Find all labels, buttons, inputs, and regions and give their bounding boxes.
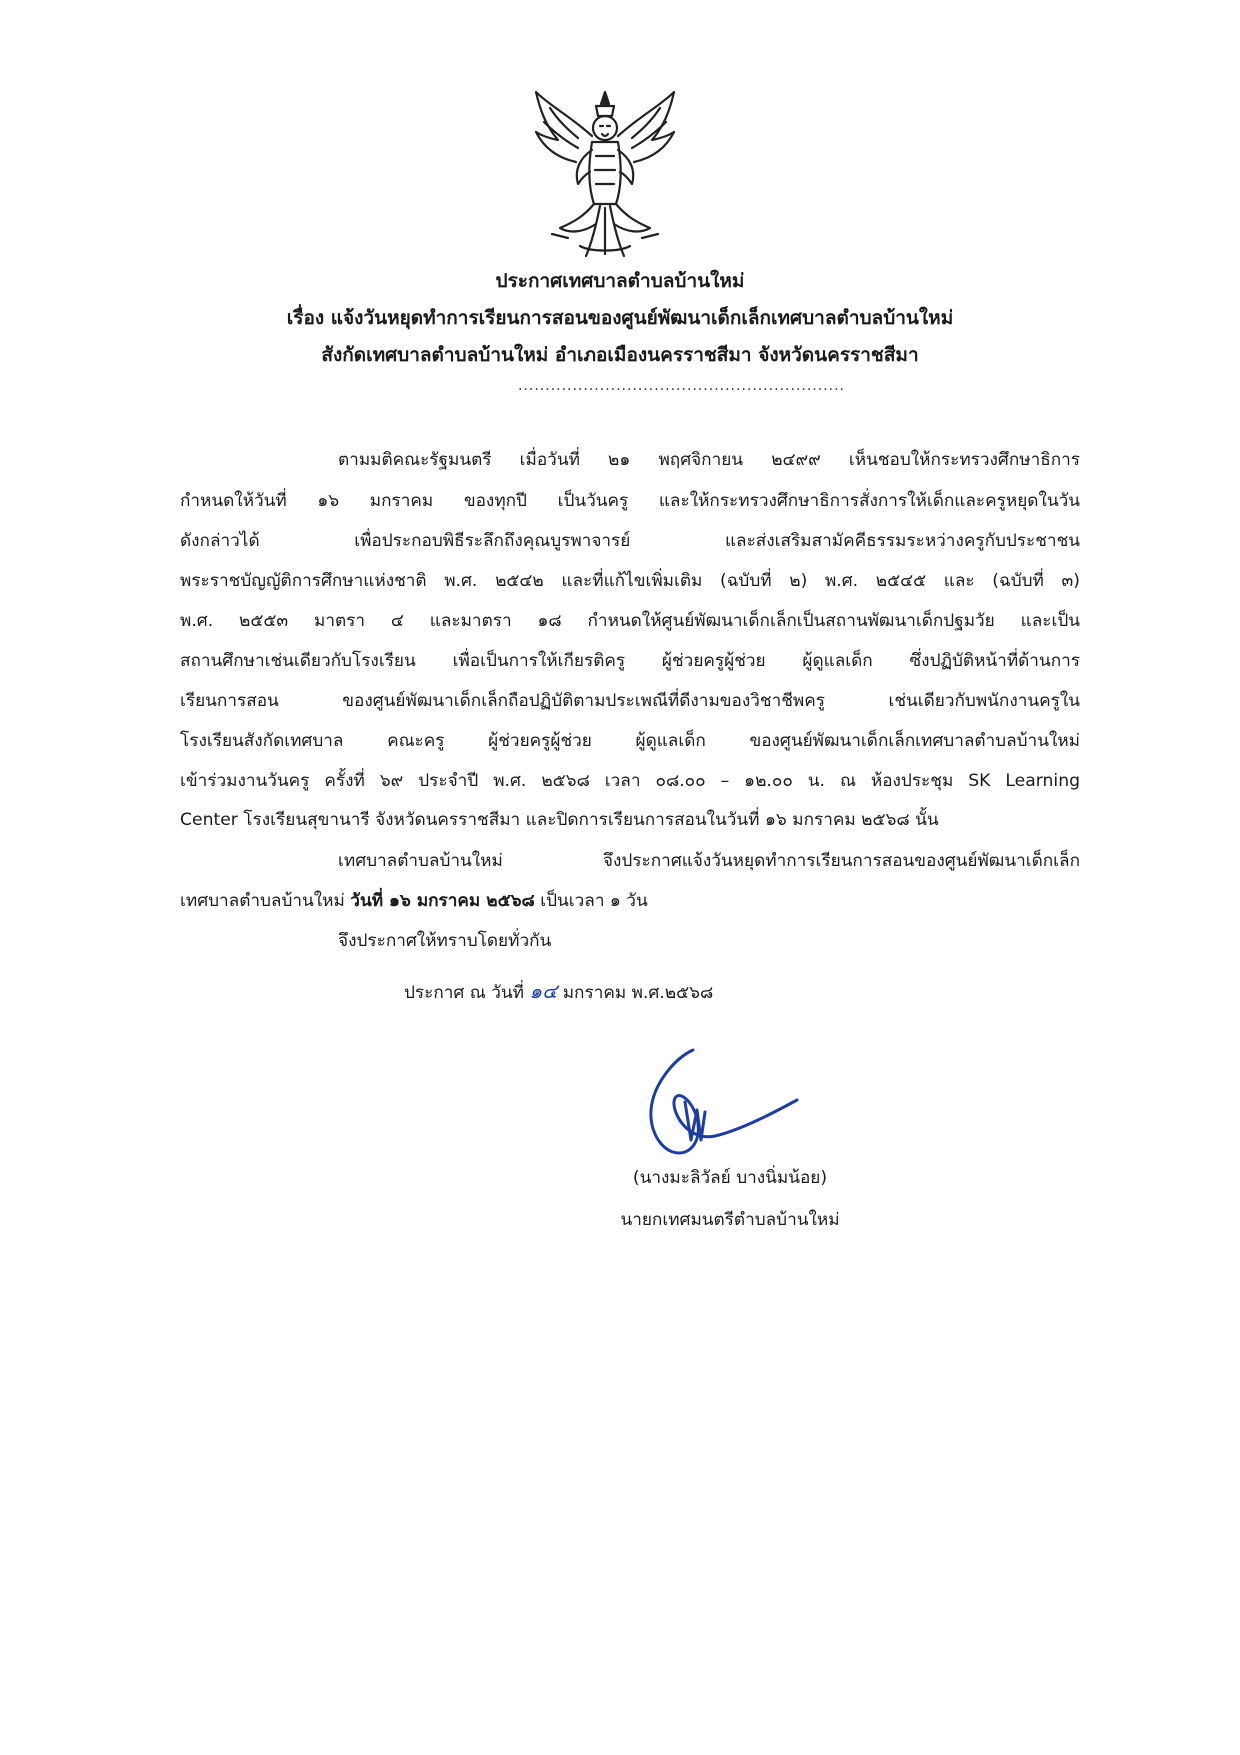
paragraph-line: ตามมติคณะรัฐมนตรี เมื่อวันที่ ๒๑ พฤศจิกายน ๒๔๙๙ เห็นชอบให้กระทรวงศึกษาธิการ <box>338 450 1080 470</box>
signatory-position: นายกเทศมนตรีตำบลบ้านใหม่ <box>620 1210 840 1230</box>
announcement-title: ประกาศเทศบาลตำบลบ้านใหม่ <box>495 270 745 292</box>
announcement-affiliation: สังกัดเทศบาลตำบลบ้านใหม่ อำเภอเมืองนครราชสีมา จังหวัดนครราชสีมา <box>321 344 919 366</box>
paragraph-line: เรียนการสอน ของศูนย์พัฒนาเด็กเล็กถือปฏิบัติตามประเพณีที่ดีงามของวิชาชีพครู เช่นเดียวกับพนักงานครูใน <box>180 691 1080 711</box>
paragraph-3: จึงประกาศให้ทราบโดยทั่วกัน <box>338 931 552 951</box>
garuda-emblem-icon <box>530 86 680 262</box>
announcement-date <box>404 977 824 1007</box>
announcement-subject: เรื่อง แจ้งวันหยุดทำการเรียนการสอนของศูนย์พัฒนาเด็กเล็กเทศบาลตำบลบ้านใหม่ <box>286 307 954 329</box>
signature-image <box>645 1040 805 1175</box>
paragraph-line: กำหนดให้วันที่ ๑๖ มกราคม ของทุกปี เป็นวันครู และให้กระทรวงศึกษาธิการสั่งการให้เด็กและครูหยุดในวัน <box>180 491 1080 511</box>
paragraph-line: สถานศึกษาเช่นเดียวกับโรงเรียน เพื่อเป็นการให้เกียรติครู ผู้ช่วยครูผู้ช่วย ผู้ดูแลเด็ก ซึ่งปฏิบัติหน้าที่ด้านการ <box>180 651 1080 671</box>
holiday-date: วันที่ ๑๖ มกราคม ๒๕๖๘ <box>350 891 535 911</box>
signatory-name: (นางมะลิวัลย์ บางนิ่มน้อย) <box>632 1168 828 1188</box>
date-prefix: ประกาศ ณ วันที่ <box>404 983 530 1003</box>
paragraph-text: เทศบาลตำบลบ้านใหม่ <box>180 891 351 911</box>
date-suffix: มกราคม พ.ศ.๒๕๖๘ <box>557 983 714 1003</box>
paragraph-line: เข้าร่วมงานวันครู ครั้งที่ ๖๙ ประจำปี พ.ศ. ๒๕๖๘ เวลา ๐๘.๐๐ – ๑๒.๐๐ น. ณ ห้องประชุม SK Learning <box>180 771 1080 791</box>
dotted-divider: ............................................................ <box>518 378 846 394</box>
paragraph-line: เทศบาลตำบลบ้านใหม่ จึงประกาศแจ้งวันหยุดทำการเรียนการสอนของศูนย์พัฒนาเด็กเล็ก <box>338 851 1080 871</box>
paragraph-text: เป็นเวลา ๑ วัน <box>534 891 648 911</box>
paragraph-line: พ.ศ. ๒๕๕๓ มาตรา ๔ และมาตรา ๑๘ กำหนดให้ศูนย์พัฒนาเด็กเล็กเป็นสถานพัฒนาเด็กปฐมวัย และเป็น <box>180 611 1080 631</box>
handwritten-day: ๑๔ <box>529 979 558 1003</box>
paragraph-line <box>180 887 1080 915</box>
paragraph-line: Center โรงเรียนสุขานารี จังหวัดนครราชสีมา และปิดการเรียนการสอนในวันที่ ๑๖ มกราคม ๒๕๖๘ นั้น <box>180 810 939 830</box>
paragraph-line: พระราชบัญญัติการศึกษาแห่งชาติ พ.ศ. ๒๕๔๒ และที่แก้ไขเพิ่มเติม (ฉบับที่ ๒) พ.ศ. ๒๕๔๕ และ (ฉบับที่ ๓) <box>180 571 1080 591</box>
paragraph-line: โรงเรียนสังกัดเทศบาล คณะครู ผู้ช่วยครูผู้ช่วย ผู้ดูแลเด็ก ของศูนย์พัฒนาเด็กเล็กเทศบาลตำบลบ้านใหม่ <box>180 731 1080 751</box>
paragraph-line: ดังกล่าวได้ เพื่อประกอบพิธีระลึกถึงคุณบูรพาจารย์ และส่งเสริมสามัคคีธรรมระหว่างครูกับประชาชน <box>180 531 1080 551</box>
